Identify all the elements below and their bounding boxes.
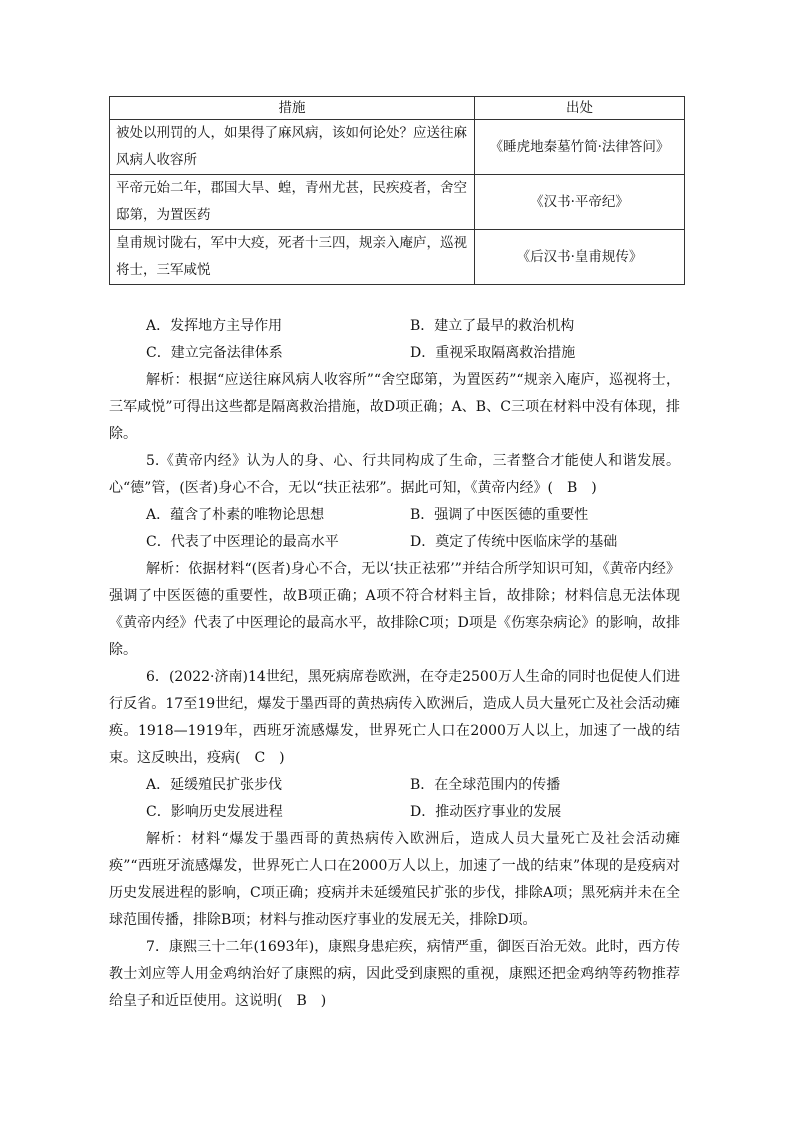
q4-option-b: B．建立了最早的救治机构 bbox=[410, 318, 575, 334]
q6-option-c: C．影响历史发展进程 bbox=[146, 804, 283, 820]
q4-analysis: 解析：根据“应送往麻风病人收容所”“舍空邸第，为置医药”“规亲入庵庐，巡视将士，三军咸悦”可得出这些都是隔离救治措施，故D项正确；A、B、C三项在材料中没有体现，排除。 bbox=[109, 372, 680, 442]
q4-option-a: A．发挥地方主导作用 bbox=[146, 318, 283, 334]
q6-analysis: 解析：材料“爆发于墨西哥的黄热病传入欧洲后，造成人员大量死亡及社会活动瘫痪”“西班牙流感爆发，世界死亡人口在2000万人以上，加速了一战的结束”体现的是疫病对历史发展进程的影响，C项正确；疫病并未延缓殖民扩张的步伐，排除A项；黑死病并未在全球范围传播，排除B项；材料与推动医疗事业的发展无关，排除D项。 bbox=[109, 831, 680, 928]
table-row bbox=[110, 175, 685, 230]
q6-option-b: B．在全球范围内的传播 bbox=[410, 777, 561, 793]
q7-stem: 7．康熙三十二年(1693年)，康熙身患疟疾，病情严重，御医百治无效。此时，西方传教士刘应等人用金鸡纳治好了康熙的病，因此受到康熙的重视，康熙还把金鸡纳等药物推荐给皇子和近臣使用。这说明( B ) bbox=[109, 939, 680, 1009]
q4-option-c: C．建立完备法律体系 bbox=[146, 345, 283, 361]
q5-analysis: 解析：依据材料“(医者)身心不合，无以‘扶正祛邪’”并结合所学知识可知，《黄帝内经》强调了中医医德的重要性，故B项正确；A项不符合材料主旨，故排除；材料信息无法体现《黄帝内经》代表了中医理论的最高水平，故排除C项；D项是《伤寒杂病论》的影响，故排除。 bbox=[109, 561, 680, 658]
q5-options bbox=[146, 502, 680, 556]
table-row bbox=[110, 120, 685, 175]
table-header-measure: 措施 bbox=[110, 97, 475, 120]
table-header-row bbox=[110, 97, 685, 120]
q5-option-c: C．代表了中医理论的最高水平 bbox=[146, 534, 339, 550]
table-cell-source: 《睡虎地秦墓竹简·法律答问》 bbox=[475, 120, 685, 175]
q6-option-a: A．延缓殖民扩张步伐 bbox=[146, 777, 283, 793]
table-cell-source: 《后汉书·皇甫规传》 bbox=[475, 230, 685, 285]
q4-options bbox=[146, 313, 680, 367]
q6-option-d: D．推动医疗事业的发展 bbox=[410, 804, 562, 820]
q6-stem: 6．(2022·济南)14世纪，黑死病席卷欧洲，在夺走2500万人生命的同时也促使人们进行反省。17至19世纪，爆发于墨西哥的黄热病传入欧洲后，造成人员大量死亡及社会活动瘫痪。1918—1919年，西班牙流感爆发，世界死亡人口在2000万人以上，加速了一战的结束。这反映出，疫病( C ) bbox=[109, 669, 680, 766]
q5-stem: 5.《黄帝内经》认为人的身、心、行共同构成了生命，三者整合才能使人和谐发展。心“德”管，(医者)身心不合，无以“扶正祛邪”。据此可知，《黄帝内经》( B ) bbox=[109, 453, 680, 496]
table-row bbox=[110, 230, 685, 285]
q4-option-d: D．重视采取隔离救治措施 bbox=[410, 345, 576, 361]
question-content bbox=[109, 313, 680, 1015]
measures-table bbox=[109, 96, 685, 285]
table-header-source: 出处 bbox=[475, 97, 685, 120]
table-cell-measure: 平帝元始二年，郡国大旱、蝗，青州尤甚，民疾疫者，舍空邸第，为置医药 bbox=[110, 175, 475, 230]
table-cell-measure: 皇甫规讨陇右，军中大疫，死者十三四，规亲入庵庐，巡视将士，三军咸悦 bbox=[110, 230, 475, 285]
table-cell-measure: 被处以刑罚的人，如果得了麻风病，该如何论处？应送往麻风病人收容所 bbox=[110, 120, 475, 175]
table-cell-source: 《汉书·平帝纪》 bbox=[475, 175, 685, 230]
q6-options bbox=[146, 772, 680, 826]
q5-option-b: B．强调了中医医德的重要性 bbox=[410, 507, 589, 523]
q5-option-d: D．奠定了传统中医临床学的基础 bbox=[410, 534, 618, 550]
q5-option-a: A．蕴含了朴素的唯物论思想 bbox=[146, 507, 325, 523]
